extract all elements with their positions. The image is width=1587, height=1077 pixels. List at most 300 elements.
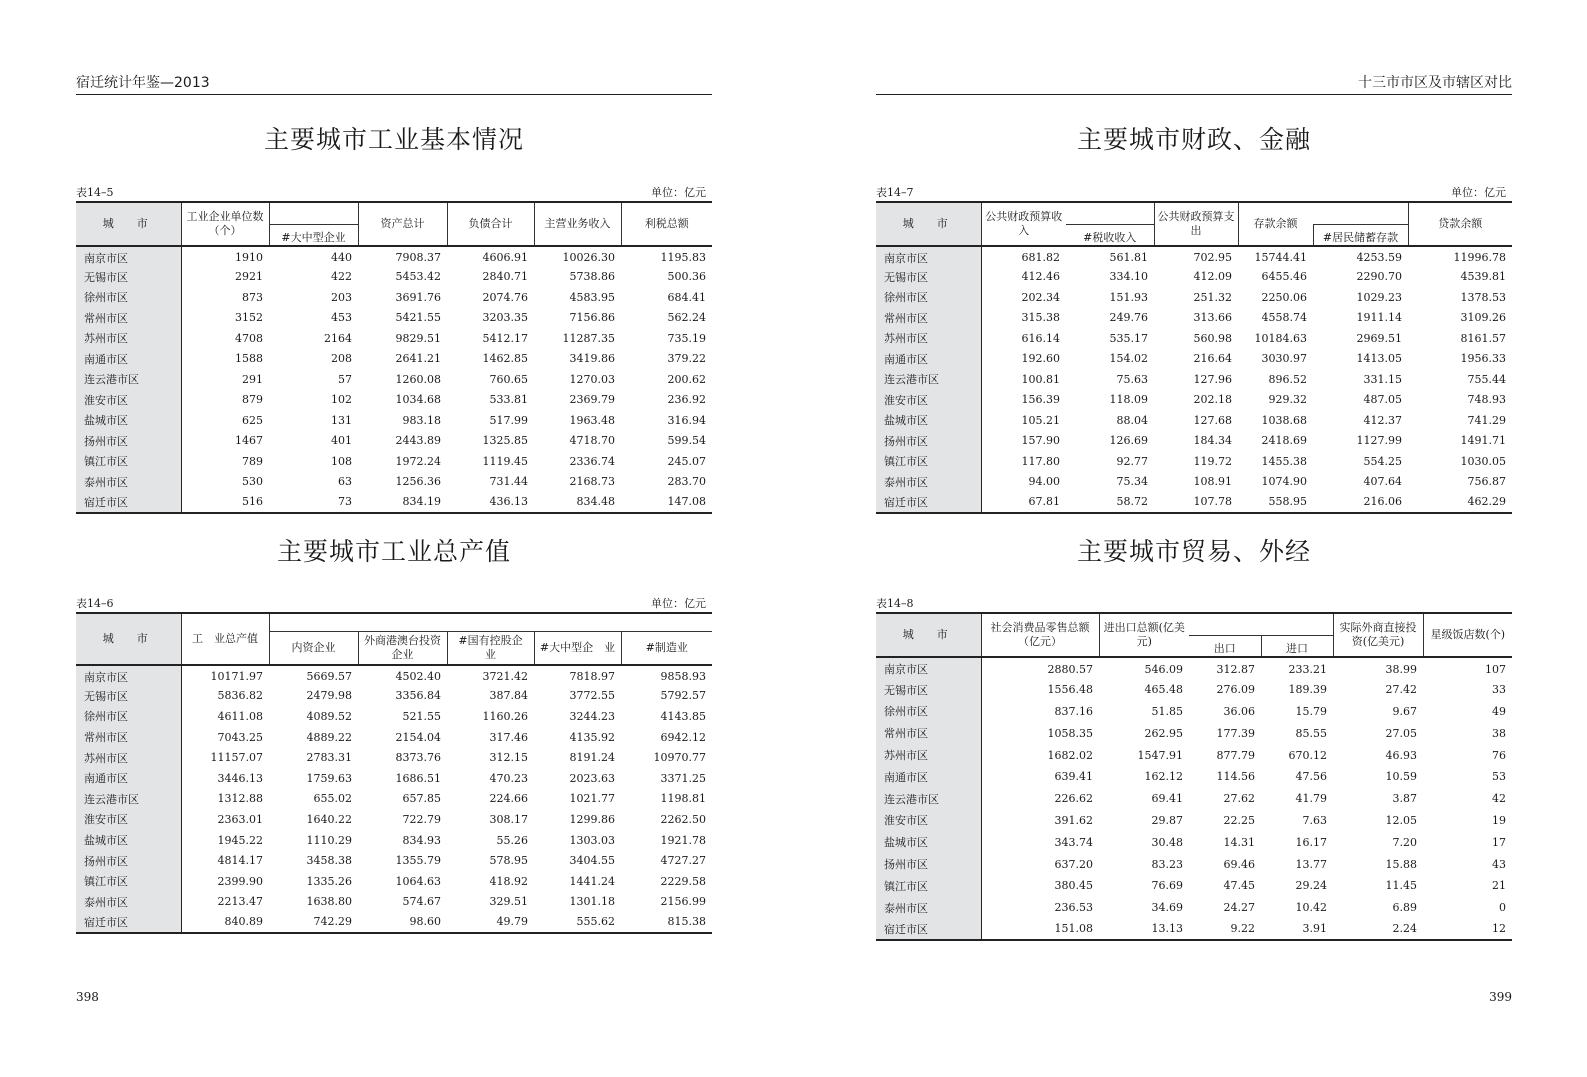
value-cell: 14.31 bbox=[1223, 835, 1255, 849]
value-cell: 4253.59 bbox=[1356, 251, 1402, 265]
value-cell: 154.02 bbox=[1109, 352, 1148, 366]
value-cell: 2369.79 bbox=[569, 393, 615, 407]
value-cell: 1462.85 bbox=[482, 352, 528, 366]
value-cell: 29.87 bbox=[1151, 813, 1183, 827]
value-cell: 49.79 bbox=[447, 912, 534, 933]
value-cell: 3109.26 bbox=[1460, 311, 1506, 325]
table-row bbox=[76, 431, 712, 452]
value-cell: 3691.76 bbox=[395, 290, 441, 304]
city-cell: 南通市区 bbox=[76, 349, 181, 370]
city-cell: 无锡市区 bbox=[876, 267, 981, 288]
value-cell: 147.08 bbox=[621, 492, 712, 513]
value-cell: 4606.91 bbox=[482, 251, 528, 265]
value-cell: 102 bbox=[331, 393, 352, 407]
value-cell: 2880.57 bbox=[1047, 662, 1093, 676]
city-cell: 淮安市区 bbox=[876, 390, 981, 411]
value-cell: 100.81 bbox=[1021, 372, 1060, 386]
col-spacer bbox=[1189, 613, 1333, 635]
city-cell: 南通市区 bbox=[76, 768, 181, 789]
value-cell: 7818.97 bbox=[569, 670, 615, 684]
value-cell: 1956.33 bbox=[1460, 352, 1506, 366]
value-cell: 127.68 bbox=[1193, 413, 1232, 427]
value-cell: 10171.97 bbox=[210, 670, 263, 684]
city-cell: 常州市区 bbox=[876, 308, 981, 329]
value-cell: 3.87 bbox=[1392, 792, 1417, 806]
value-cell: 731.44 bbox=[489, 475, 528, 489]
value-cell: 3.91 bbox=[1261, 919, 1333, 941]
city-cell: 宿迁市区 bbox=[76, 492, 181, 513]
col-city: 城 市 bbox=[76, 202, 181, 246]
value-cell: 224.66 bbox=[489, 792, 528, 806]
table-row bbox=[876, 431, 1512, 452]
value-cell: 1058.35 bbox=[1047, 726, 1093, 740]
value-cell: 88.04 bbox=[1116, 413, 1148, 427]
city-cell: 苏州市区 bbox=[76, 747, 181, 768]
value-cell: 815.38 bbox=[621, 912, 712, 933]
table-meta bbox=[76, 596, 712, 612]
city-cell: 宿迁市区 bbox=[876, 919, 981, 941]
value-cell: 3772.55 bbox=[569, 689, 615, 703]
value-cell: 236.53 bbox=[1054, 901, 1093, 915]
city-cell: 扬州市区 bbox=[76, 431, 181, 452]
value-cell: 391.62 bbox=[1054, 813, 1093, 827]
value-cell: 436.13 bbox=[447, 492, 534, 513]
value-cell: 1638.80 bbox=[306, 895, 352, 909]
value-cell: 1195.83 bbox=[660, 251, 706, 265]
value-cell: 2969.51 bbox=[1356, 331, 1402, 345]
value-cell: 13.77 bbox=[1295, 857, 1327, 871]
value-cell: 69.41 bbox=[1151, 792, 1183, 806]
table-row bbox=[76, 850, 712, 871]
table-row bbox=[876, 492, 1512, 513]
value-cell: 834.93 bbox=[402, 833, 441, 847]
table-title: 主要城市工业基本情况 bbox=[263, 125, 524, 154]
table-row bbox=[876, 308, 1512, 329]
value-cell: 312.15 bbox=[489, 751, 528, 765]
table-row bbox=[876, 722, 1512, 744]
value-cell: 8161.57 bbox=[1460, 331, 1506, 345]
city-cell: 无锡市区 bbox=[76, 686, 181, 707]
value-cell: 49 bbox=[1492, 704, 1506, 718]
value-cell: 407.64 bbox=[1363, 475, 1402, 489]
value-cell: 896.52 bbox=[1268, 372, 1307, 386]
table-meta bbox=[876, 185, 1512, 201]
right-page bbox=[876, 0, 1512, 1077]
value-cell: 202.34 bbox=[1021, 290, 1060, 304]
value-cell: 639.41 bbox=[1054, 770, 1093, 784]
value-cell: 119.72 bbox=[1193, 454, 1232, 468]
value-cell: 1034.68 bbox=[395, 393, 441, 407]
value-cell: 470.23 bbox=[489, 771, 528, 785]
value-cell: 177.39 bbox=[1216, 726, 1255, 740]
value-cell: 3244.23 bbox=[569, 709, 615, 723]
value-cell: 412.09 bbox=[1193, 270, 1232, 284]
value-cell: 1119.45 bbox=[482, 454, 528, 468]
table-row bbox=[76, 706, 712, 727]
value-cell: 465.48 bbox=[1144, 683, 1183, 697]
value-cell: 3356.84 bbox=[395, 689, 441, 703]
value-cell: 1467 bbox=[235, 434, 263, 448]
value-cell: 3152 bbox=[235, 311, 263, 325]
value-cell: 251.32 bbox=[1193, 290, 1232, 304]
table-row bbox=[876, 472, 1512, 493]
table-row bbox=[876, 810, 1512, 832]
value-cell: 1911.14 bbox=[1356, 311, 1402, 325]
value-cell: 1260.08 bbox=[395, 372, 441, 386]
value-cell: 4502.40 bbox=[395, 670, 441, 684]
value-cell: 741.29 bbox=[1467, 413, 1506, 427]
value-cell: 42 bbox=[1492, 792, 1506, 806]
table-meta bbox=[76, 185, 712, 201]
value-cell: 85.55 bbox=[1295, 726, 1327, 740]
value-cell: 19 bbox=[1492, 813, 1506, 827]
value-cell: 4089.52 bbox=[306, 709, 352, 723]
running-header bbox=[76, 74, 712, 95]
chapter-title: 十三市市区及市辖区对比 bbox=[1358, 75, 1512, 91]
value-cell: 2164 bbox=[324, 331, 352, 345]
city-cell: 扬州市区 bbox=[876, 431, 981, 452]
value-cell: 742.29 bbox=[269, 912, 358, 933]
table-unit: 单位：亿元 bbox=[651, 186, 706, 199]
value-cell: 75.63 bbox=[1116, 372, 1148, 386]
city-cell: 泰州市区 bbox=[76, 892, 181, 913]
value-cell: 38.99 bbox=[1385, 662, 1417, 676]
value-cell: 108.91 bbox=[1193, 475, 1232, 489]
table-row bbox=[76, 287, 712, 308]
value-cell: 412.37 bbox=[1363, 413, 1402, 427]
col-total: 工 业总产值 bbox=[181, 613, 269, 665]
table-row bbox=[876, 744, 1512, 766]
value-cell: 684.41 bbox=[667, 290, 706, 304]
table-body bbox=[76, 246, 712, 513]
value-cell: 1378.53 bbox=[1460, 290, 1506, 304]
value-cell: 11996.78 bbox=[1453, 251, 1506, 265]
value-cell: 67.81 bbox=[981, 492, 1066, 513]
table-body bbox=[876, 246, 1512, 513]
col-spacer bbox=[1066, 202, 1154, 224]
city-cell: 常州市区 bbox=[76, 308, 181, 329]
value-cell: 126.69 bbox=[1109, 434, 1148, 448]
col-loans: 贷款余额 bbox=[1408, 202, 1512, 246]
col-city: 城 市 bbox=[876, 202, 981, 246]
value-cell: 616.14 bbox=[1021, 331, 1060, 345]
col-revenue: 主营业务收入 bbox=[534, 202, 621, 246]
value-cell: 46.93 bbox=[1385, 748, 1417, 762]
value-cell: 1312.88 bbox=[217, 792, 263, 806]
value-cell: 76 bbox=[1492, 748, 1506, 762]
value-cell: 735.19 bbox=[667, 331, 706, 345]
table-row bbox=[76, 267, 712, 288]
value-cell: 83.23 bbox=[1151, 857, 1183, 871]
value-cell: 2418.69 bbox=[1261, 434, 1307, 448]
value-cell: 21 bbox=[1492, 879, 1506, 893]
value-cell: 2840.71 bbox=[482, 270, 528, 284]
value-cell: 208 bbox=[331, 352, 352, 366]
value-cell: 1491.71 bbox=[1460, 434, 1506, 448]
value-cell: 1038.68 bbox=[1261, 413, 1307, 427]
value-cell: 5412.17 bbox=[482, 331, 528, 345]
value-cell: 2363.01 bbox=[217, 812, 263, 826]
col-city: 城 市 bbox=[76, 613, 181, 665]
value-cell: 1455.38 bbox=[1261, 454, 1307, 468]
value-cell: 315.38 bbox=[1021, 311, 1060, 325]
col-expenditure: 公共财政预算支出 bbox=[1154, 202, 1238, 246]
page-number: 398 bbox=[76, 990, 99, 1004]
value-cell: 412.46 bbox=[1021, 270, 1060, 284]
col-fdi: 实际外商直接投资(亿美元) bbox=[1333, 613, 1423, 657]
table-row bbox=[76, 308, 712, 329]
value-cell: 1021.77 bbox=[569, 792, 615, 806]
value-cell: 157.90 bbox=[1021, 434, 1060, 448]
table-row bbox=[76, 892, 712, 913]
value-cell: 245.07 bbox=[667, 454, 706, 468]
section-trade bbox=[876, 536, 1512, 941]
value-cell: 554.25 bbox=[1363, 454, 1402, 468]
value-cell: 203 bbox=[331, 290, 352, 304]
table-row bbox=[876, 766, 1512, 788]
value-cell: 105.21 bbox=[1021, 413, 1060, 427]
table-row bbox=[876, 679, 1512, 701]
left-page bbox=[76, 0, 712, 1077]
value-cell: 929.32 bbox=[1268, 393, 1307, 407]
value-cell: 1945.22 bbox=[217, 833, 263, 847]
col-assets: 资产总计 bbox=[358, 202, 447, 246]
value-cell: 53 bbox=[1492, 770, 1506, 784]
value-cell: 702.95 bbox=[1193, 251, 1232, 265]
value-cell: 440 bbox=[331, 251, 352, 265]
value-cell: 681.82 bbox=[1021, 251, 1060, 265]
table-row bbox=[76, 727, 712, 748]
value-cell: 840.89 bbox=[181, 912, 269, 933]
city-cell: 南京市区 bbox=[876, 657, 981, 679]
value-cell: 1256.36 bbox=[395, 475, 441, 489]
value-cell: 55.26 bbox=[496, 833, 528, 847]
table-body bbox=[76, 665, 712, 933]
value-cell: 233.21 bbox=[1288, 662, 1327, 676]
value-cell: 9.67 bbox=[1392, 704, 1417, 718]
table-row bbox=[76, 665, 712, 686]
table-row bbox=[76, 246, 712, 267]
col-foreign: 外商港澳台投资企业 bbox=[358, 631, 447, 665]
table-row bbox=[876, 410, 1512, 431]
value-cell: 655.02 bbox=[313, 792, 352, 806]
table-code: 表14–6 bbox=[76, 597, 114, 610]
value-cell: 1682.02 bbox=[1047, 748, 1093, 762]
city-cell: 泰州市区 bbox=[876, 472, 981, 493]
value-cell: 4718.70 bbox=[569, 434, 615, 448]
table-row bbox=[876, 875, 1512, 897]
value-cell: 4727.27 bbox=[660, 854, 707, 868]
value-cell: 755.44 bbox=[1467, 372, 1506, 386]
table-row bbox=[876, 451, 1512, 472]
value-cell: 1029.23 bbox=[1356, 290, 1402, 304]
value-cell: 2154.04 bbox=[395, 730, 441, 744]
value-cell: 200.62 bbox=[667, 372, 706, 386]
city-cell: 苏州市区 bbox=[76, 328, 181, 349]
value-cell: 11.45 bbox=[1385, 879, 1417, 893]
value-cell: 2290.70 bbox=[1356, 270, 1402, 284]
value-cell: 316.94 bbox=[667, 413, 706, 427]
page-number: 399 bbox=[1489, 990, 1512, 1004]
col-export: 出口 bbox=[1189, 635, 1261, 657]
table-row bbox=[876, 657, 1512, 679]
value-cell: 151.93 bbox=[1109, 290, 1148, 304]
city-cell: 连云港市区 bbox=[76, 369, 181, 390]
value-cell: 69.46 bbox=[1223, 857, 1255, 871]
running-header bbox=[876, 74, 1512, 95]
table-row bbox=[76, 871, 712, 892]
table-row bbox=[76, 768, 712, 789]
value-cell: 317.46 bbox=[489, 730, 528, 744]
table-row bbox=[76, 747, 712, 768]
table-row bbox=[76, 328, 712, 349]
col-large-medium: #大中型企业 bbox=[269, 224, 358, 246]
table-row bbox=[76, 390, 712, 411]
value-cell: 36.06 bbox=[1223, 704, 1255, 718]
city-cell: 盐城市区 bbox=[76, 410, 181, 431]
value-cell: 6942.12 bbox=[660, 730, 707, 744]
city-cell: 镇江市区 bbox=[76, 871, 181, 892]
yearbook-title: 宿迁统计年鉴—2013 bbox=[76, 75, 210, 91]
value-cell: 625 bbox=[242, 413, 263, 427]
value-cell: 422 bbox=[331, 270, 352, 284]
value-cell: 156.39 bbox=[1021, 393, 1060, 407]
value-cell: 3721.42 bbox=[482, 670, 528, 684]
value-cell: 192.60 bbox=[1021, 352, 1060, 366]
col-import: 进口 bbox=[1261, 635, 1333, 657]
value-cell: 2262.50 bbox=[660, 812, 707, 826]
value-cell: 94.00 bbox=[1028, 475, 1060, 489]
value-cell: 5453.42 bbox=[395, 270, 441, 284]
value-cell: 983.18 bbox=[402, 413, 441, 427]
value-cell: 4583.95 bbox=[569, 290, 615, 304]
value-cell: 1588 bbox=[235, 352, 263, 366]
value-cell: 1325.85 bbox=[482, 434, 528, 448]
table-body bbox=[876, 657, 1512, 940]
value-cell: 0 bbox=[1499, 901, 1506, 915]
value-cell: 516 bbox=[181, 492, 269, 513]
city-cell: 扬州市区 bbox=[76, 850, 181, 871]
table-row bbox=[876, 328, 1512, 349]
value-cell: 189.39 bbox=[1288, 683, 1327, 697]
value-cell: 1335.26 bbox=[306, 874, 352, 888]
value-cell: 13.13 bbox=[1099, 919, 1189, 941]
table-row bbox=[76, 809, 712, 830]
table-row bbox=[76, 686, 712, 707]
col-hotels: 星级饭店数(个) bbox=[1423, 613, 1512, 657]
table-row bbox=[76, 472, 712, 493]
col-revenue: 公共财政预算收入 bbox=[981, 202, 1066, 246]
value-cell: 5792.57 bbox=[660, 689, 707, 703]
value-cell: 4539.81 bbox=[1460, 270, 1506, 284]
city-cell: 镇江市区 bbox=[876, 451, 981, 472]
value-cell: 98.60 bbox=[358, 912, 447, 933]
value-cell: 11287.35 bbox=[562, 331, 615, 345]
city-cell: 淮安市区 bbox=[76, 390, 181, 411]
city-cell: 南京市区 bbox=[76, 246, 181, 267]
value-cell: 38 bbox=[1492, 726, 1506, 740]
value-cell: 15744.41 bbox=[1254, 251, 1307, 265]
value-cell: 1963.48 bbox=[569, 413, 615, 427]
value-cell: 107 bbox=[1485, 662, 1506, 676]
value-cell: 3446.13 bbox=[217, 771, 263, 785]
col-manufacturing: #制造业 bbox=[621, 631, 712, 665]
city-cell: 宿迁市区 bbox=[876, 492, 981, 513]
value-cell: 15.88 bbox=[1385, 857, 1417, 871]
value-cell: 291 bbox=[242, 372, 263, 386]
city-cell: 泰州市区 bbox=[876, 897, 981, 919]
value-cell: 1910 bbox=[235, 251, 263, 265]
value-cell: 837.16 bbox=[1054, 704, 1093, 718]
value-cell: 329.51 bbox=[489, 895, 528, 909]
value-cell: 500.36 bbox=[667, 270, 706, 284]
table-row bbox=[76, 410, 712, 431]
value-cell: 12.05 bbox=[1385, 813, 1417, 827]
value-cell: 216.64 bbox=[1193, 352, 1232, 366]
value-cell: 34.69 bbox=[1151, 901, 1183, 915]
col-large-medium: #大中型企 业 bbox=[534, 631, 621, 665]
value-cell: 47.56 bbox=[1295, 770, 1327, 784]
value-cell: 249.76 bbox=[1109, 311, 1148, 325]
col-savings: #居民储蓄存款 bbox=[1313, 224, 1408, 246]
value-cell: 2399.90 bbox=[217, 874, 263, 888]
value-cell: 1972.24 bbox=[395, 454, 441, 468]
value-cell: 4558.74 bbox=[1261, 311, 1307, 325]
value-cell: 2336.74 bbox=[569, 454, 615, 468]
col-trade: 进出口总额(亿美元) bbox=[1099, 613, 1189, 657]
value-cell: 1198.81 bbox=[660, 792, 707, 806]
table-row bbox=[876, 349, 1512, 370]
value-cell: 7156.86 bbox=[569, 311, 615, 325]
city-cell: 镇江市区 bbox=[876, 875, 981, 897]
value-cell: 487.05 bbox=[1363, 393, 1402, 407]
value-cell: 748.93 bbox=[1467, 393, 1506, 407]
table-unit: 单位：亿元 bbox=[1451, 186, 1506, 199]
city-cell: 苏州市区 bbox=[876, 328, 981, 349]
value-cell: 879 bbox=[242, 393, 263, 407]
value-cell: 30.48 bbox=[1151, 835, 1183, 849]
value-cell: 1686.51 bbox=[395, 771, 441, 785]
city-cell: 常州市区 bbox=[876, 722, 981, 744]
value-cell: 1759.63 bbox=[306, 771, 352, 785]
city-cell: 常州市区 bbox=[76, 727, 181, 748]
value-cell: 1270.03 bbox=[569, 372, 615, 386]
value-cell: 2074.76 bbox=[482, 290, 528, 304]
value-cell: 637.20 bbox=[1054, 857, 1093, 871]
table-row bbox=[76, 912, 712, 933]
value-cell: 3371.25 bbox=[660, 771, 707, 785]
table-row bbox=[876, 246, 1512, 267]
table-title: 主要城市财政、金融 bbox=[1076, 125, 1311, 154]
city-cell: 盐城市区 bbox=[876, 831, 981, 853]
table-row bbox=[876, 788, 1512, 810]
value-cell: 462.29 bbox=[1408, 492, 1512, 513]
value-cell: 1064.63 bbox=[395, 874, 441, 888]
value-cell: 1299.86 bbox=[569, 812, 615, 826]
value-cell: 599.54 bbox=[667, 434, 706, 448]
col-spacer bbox=[1313, 202, 1408, 224]
value-cell: 657.85 bbox=[402, 792, 441, 806]
value-cell: 276.09 bbox=[1216, 683, 1255, 697]
value-cell: 27.05 bbox=[1385, 726, 1417, 740]
value-cell: 555.62 bbox=[534, 912, 621, 933]
value-cell: 2156.99 bbox=[660, 895, 707, 909]
value-cell: 308.17 bbox=[489, 812, 528, 826]
value-cell: 5836.82 bbox=[217, 689, 263, 703]
value-cell: 117.80 bbox=[1021, 454, 1060, 468]
value-cell: 521.55 bbox=[402, 709, 441, 723]
table-unit: 单位：亿元 bbox=[651, 597, 706, 610]
